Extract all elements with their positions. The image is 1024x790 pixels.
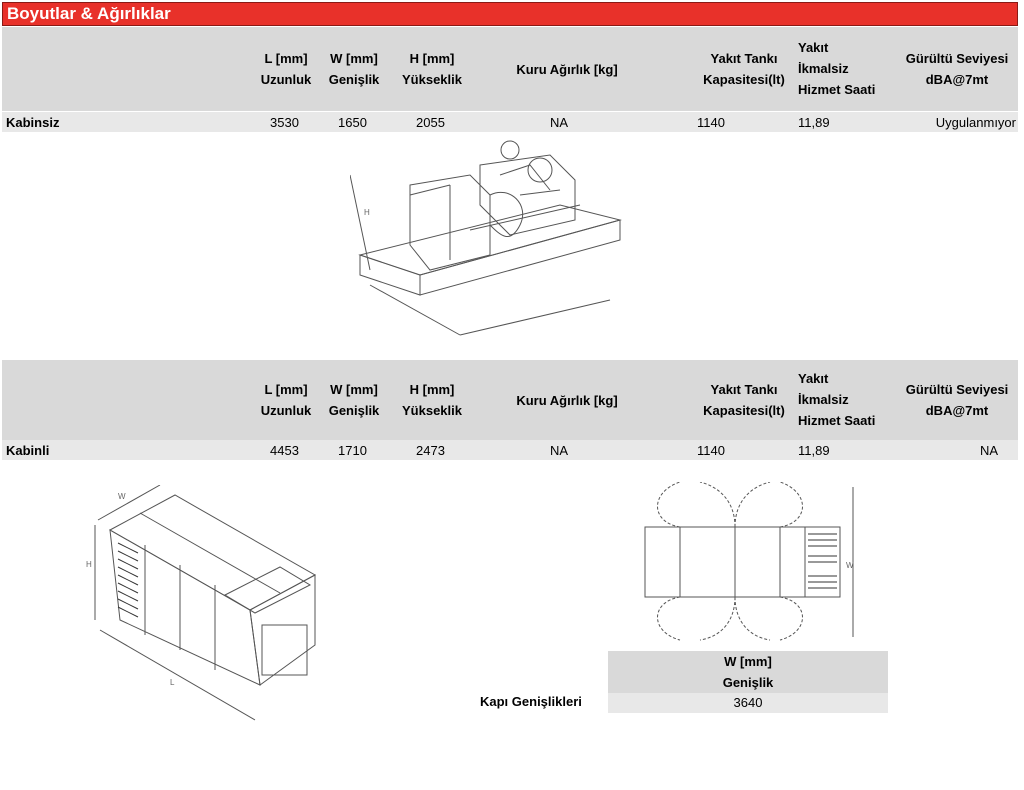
section-title-bar (2, 2, 1018, 26)
header-length: L [mm] Uzunluk (260, 51, 312, 87)
cell-height: 2055 (416, 115, 445, 130)
table-header-open (2, 27, 1018, 111)
cell-service: 11,89 (798, 115, 830, 130)
header-service: Yakıt İkmalsiz Hizmet Saati (798, 371, 876, 428)
door-header-line1: W [mm] (724, 654, 772, 669)
canopy-width-label: W (118, 492, 126, 501)
header-noise: Gürültü Seviyesi dBA@7mt (905, 382, 1009, 418)
cell-length: 4453 (270, 443, 299, 458)
header-height: H [mm] Yükseklik (402, 382, 462, 418)
header-width: W [mm] Genişlik (328, 51, 380, 87)
table-row (2, 440, 1018, 460)
header-width: W [mm] Genişlik (328, 382, 380, 418)
cell-noise: Uygulanmıyor (935, 115, 1016, 130)
cell-fuel: 1140 (697, 443, 725, 458)
cell-length: 3530 (270, 115, 299, 130)
open-height-label: H (364, 208, 370, 217)
header-length: L [mm] Uzunluk (260, 382, 312, 418)
door-header-line2: Genişlik (722, 675, 774, 690)
cell-height: 2473 (416, 443, 445, 458)
header-fuel: Yakıt Tankı Kapasitesi(lt) (703, 382, 785, 418)
canopy-height-label: H (86, 560, 92, 569)
cell-service: 11,89 (798, 443, 830, 458)
table-row (2, 112, 1018, 132)
header-noise: Gürültü Seviyesi dBA@7mt (905, 51, 1009, 87)
header-fuel: Yakıt Tankı Kapasitesi(lt) (703, 51, 785, 87)
cell-weight: NA (550, 115, 569, 130)
canopy-length-label: L (170, 678, 175, 687)
door-width-value: 3640 (608, 693, 888, 713)
cell-noise: NA (979, 443, 998, 458)
plan-width-label: W (846, 561, 854, 570)
header-weight: Kuru Ağırlık [kg] (516, 393, 618, 408)
cell-width: 1710 (338, 443, 367, 458)
header-service: Yakıt İkmalsiz Hizmet Saati (798, 40, 876, 97)
header-height: H [mm] Yükseklik (402, 51, 462, 87)
door-table-header (608, 651, 888, 693)
cell-width: 1650 (338, 115, 367, 130)
row-label: Kabinsiz (6, 115, 60, 130)
header-weight: Kuru Ağırlık [kg] (516, 62, 618, 77)
open-genset-drawing (350, 135, 630, 340)
door-width-label: Kapı Genişlikleri (480, 694, 582, 709)
door-plan-drawing (640, 482, 860, 642)
row-label: Kabinli (6, 443, 50, 458)
canopy-genset-drawing (80, 485, 320, 730)
cell-fuel: 1140 (697, 115, 725, 130)
cell-weight: NA (550, 443, 569, 458)
section-title: Boyutlar & Ağırlıklar (7, 4, 171, 23)
table-header-canopy (2, 360, 1018, 440)
